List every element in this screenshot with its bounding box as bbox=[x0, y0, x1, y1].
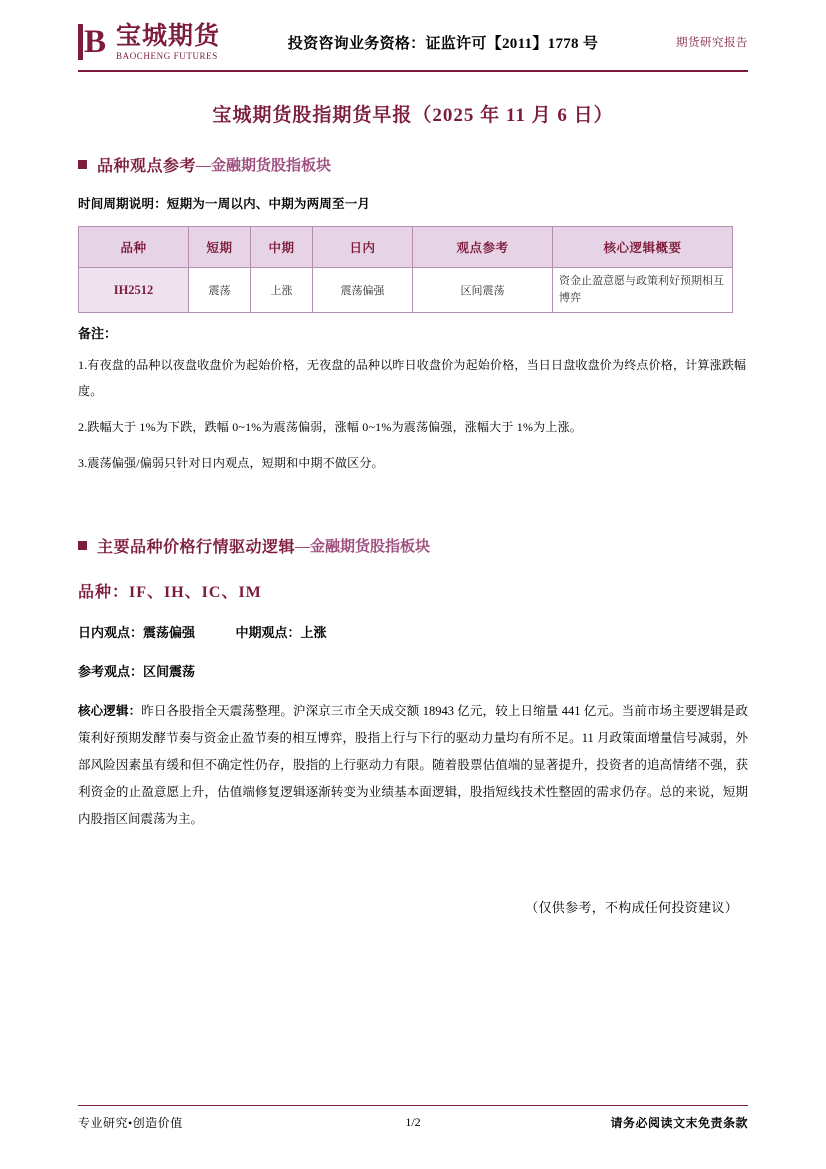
cell-logic: 资金止盈意愿与政策利好预期相互博弈 bbox=[553, 268, 733, 313]
footer-disclaimer-note: 请务必阅读文末免责条款 bbox=[610, 1116, 748, 1130]
variety-list: 品种：IF、IH、IC、IM bbox=[78, 584, 262, 601]
section-heading-driving-logic bbox=[78, 534, 748, 557]
disclaimer-text: （仅供参考，不构成任何投资建议） bbox=[525, 900, 738, 915]
period-note: 时间周期说明：短期为一周以内、中期为两周至一月 bbox=[78, 197, 371, 211]
table-row bbox=[79, 268, 733, 313]
table-col-intraday: 日内 bbox=[313, 227, 413, 268]
note-item: 2.跌幅大于 1%为下跌，跌幅 0~1%为震荡偏弱，涨幅 0~1%为震荡偏强，涨幅大于 1%为上涨。 bbox=[78, 420, 582, 434]
cell-variety: IH2512 bbox=[79, 268, 189, 313]
core-logic-label: 核心逻辑： bbox=[78, 704, 142, 718]
logo-name-cn: 宝城期货 bbox=[116, 22, 221, 50]
page-footer bbox=[78, 1105, 748, 1131]
view-row-intraday-mid bbox=[78, 622, 748, 641]
page-title: 宝城期货股指期货早报（2025 年 11 月 6 日） bbox=[212, 105, 614, 126]
cell-mid: 上涨 bbox=[251, 268, 313, 313]
qualification-text: 投资咨询业务资格：证监许可【2011】1778 号 bbox=[287, 35, 599, 52]
footer-slogan: 专业研究•创造价值 bbox=[78, 1116, 183, 1130]
reference-view: 参考观点：区间震荡 bbox=[78, 664, 196, 679]
report-tag: 期货研究报告 bbox=[676, 37, 748, 49]
note-item: 3.震荡偏强/偏弱只针对日内观点，短期和中期不做区分。 bbox=[78, 456, 384, 470]
cell-intraday: 震荡偏强 bbox=[313, 268, 413, 313]
core-logic-paragraph bbox=[78, 698, 748, 833]
cell-view: 区间震荡 bbox=[413, 268, 553, 313]
section2-subtitle: —金融期货股指板块 bbox=[295, 539, 431, 555]
header-divider bbox=[78, 70, 748, 72]
table-col-logic: 核心逻辑概要 bbox=[553, 227, 733, 268]
table-col-short: 短期 bbox=[189, 227, 251, 268]
bullet-square-icon bbox=[78, 160, 87, 169]
note-item: 1.有夜盘的品种以夜盘收盘价为起始价格，无夜盘的品种以昨日收盘价为起始价格，当日日盘收盘价为终点价格，计算涨跌幅度。 bbox=[78, 358, 747, 398]
logo-mark-icon: B bbox=[78, 22, 112, 62]
bullet-square-icon bbox=[78, 541, 87, 550]
logo-text bbox=[116, 23, 220, 62]
section-heading-variety-view bbox=[78, 153, 748, 176]
page-number: 1/2 bbox=[405, 1115, 421, 1129]
view-row-reference bbox=[78, 661, 748, 680]
page-header bbox=[78, 0, 748, 68]
variety-view-table bbox=[78, 226, 733, 313]
cell-short: 震荡 bbox=[189, 268, 251, 313]
section2-title: 主要品种价格行情驱动逻辑 bbox=[97, 539, 296, 556]
mid-view: 中期观点：上涨 bbox=[235, 625, 327, 640]
logo-name-en: BAOCHENG FUTURES bbox=[116, 50, 218, 61]
table-col-variety: 品种 bbox=[79, 227, 189, 268]
footer-divider bbox=[78, 1105, 748, 1106]
intraday-view: 日内观点：震荡偏强 bbox=[78, 625, 196, 640]
table-col-view: 观点参考 bbox=[413, 227, 553, 268]
table-header-row bbox=[79, 227, 733, 268]
table-col-mid: 中期 bbox=[251, 227, 313, 268]
core-logic-text: 昨日各股指全天震荡整理。沪深京三市全天成交额 18943 亿元，较上日缩量 441 亿元。当前市场主要逻辑是政策利好预期发酵节奏与资金止盈节奏的相互博弈，股指上行与下行的驱动力量均有所不足。11 月政策面增量信号减弱，外部风险因素虽有缓和但不确定性仍存，股指的上行驱动力有限。随着股票估值端的显著提升，投资者的追高情绪不强，获利资金的止盈意愿上升，估值端修复逻辑逐渐转变为业绩基本面逻辑，股指短线技术性整固的需求仍存。总的来说，短期内股指区间震荡为主。 bbox=[78, 704, 748, 826]
section1-subtitle: —金融期货股指板块 bbox=[196, 158, 332, 174]
notes-label: 备注： bbox=[78, 326, 118, 341]
company-logo bbox=[78, 22, 268, 62]
section1-title: 品种观点参考 bbox=[97, 158, 197, 175]
